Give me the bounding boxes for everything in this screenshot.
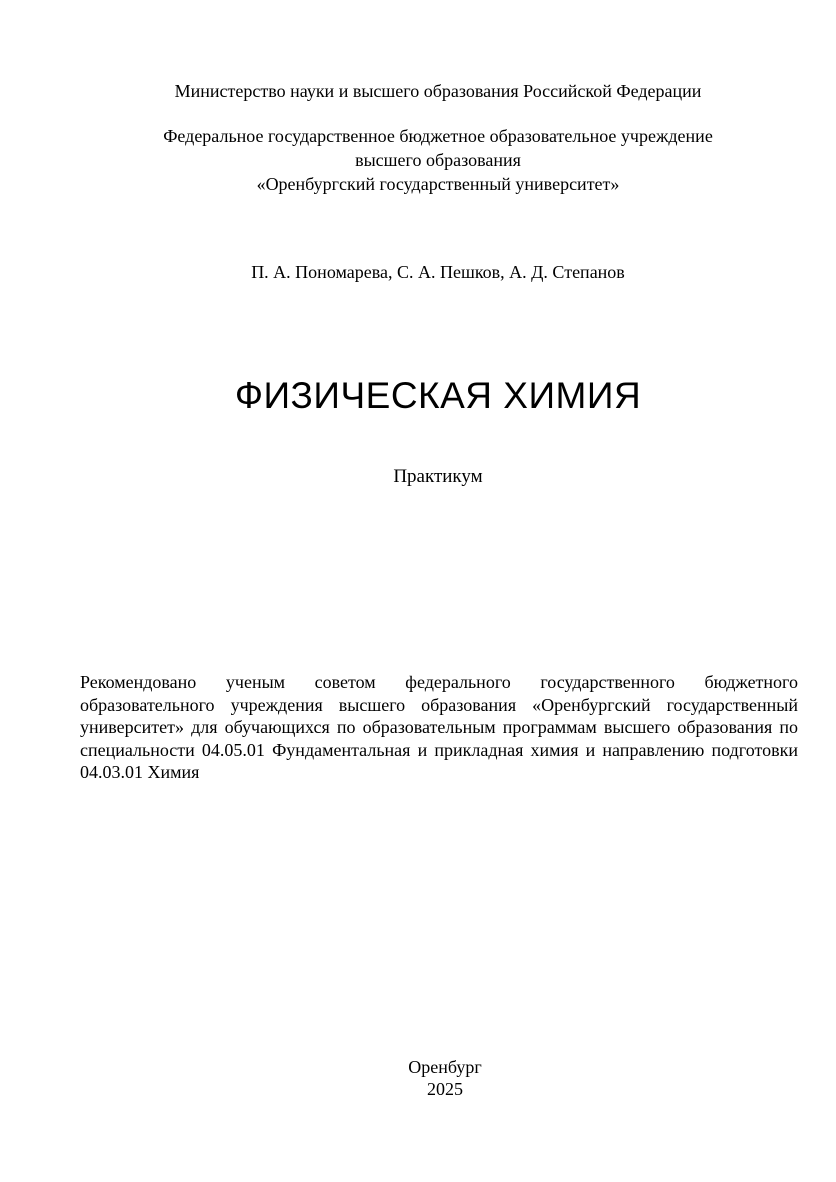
recommendation-paragraph: Рекомендовано ученым советом федерального государственного бюджетного образовательного учреждения высшего образования «Оренбургский государственный университет» для обучающихся по образовательным программам высшего образования по специальности 04.05.01 Фундаментальная и прикладная химия и направлению подготовки 04.03.01 Химия: [80, 672, 798, 782]
imprint-city: Оренбург: [408, 1057, 482, 1077]
institution-line-2: высшего образования: [355, 150, 521, 170]
ministry-header: Министерство науки и высшего образования Российской Федерации: [174, 81, 702, 101]
institution-line-3: «Оренбургский государственный университет»: [256, 174, 620, 194]
institution-line-1: Федеральное государственное бюджетное образовательное учреждение: [163, 126, 713, 146]
imprint-year: 2025: [427, 1079, 463, 1099]
authors: П. А. Пономарева, С. А. Пешков, А. Д. Степанов: [251, 262, 625, 282]
document-title: ФИЗИЧЕСКАЯ ХИМИЯ: [234, 375, 642, 416]
document-subtitle: Практикум: [393, 466, 483, 487]
